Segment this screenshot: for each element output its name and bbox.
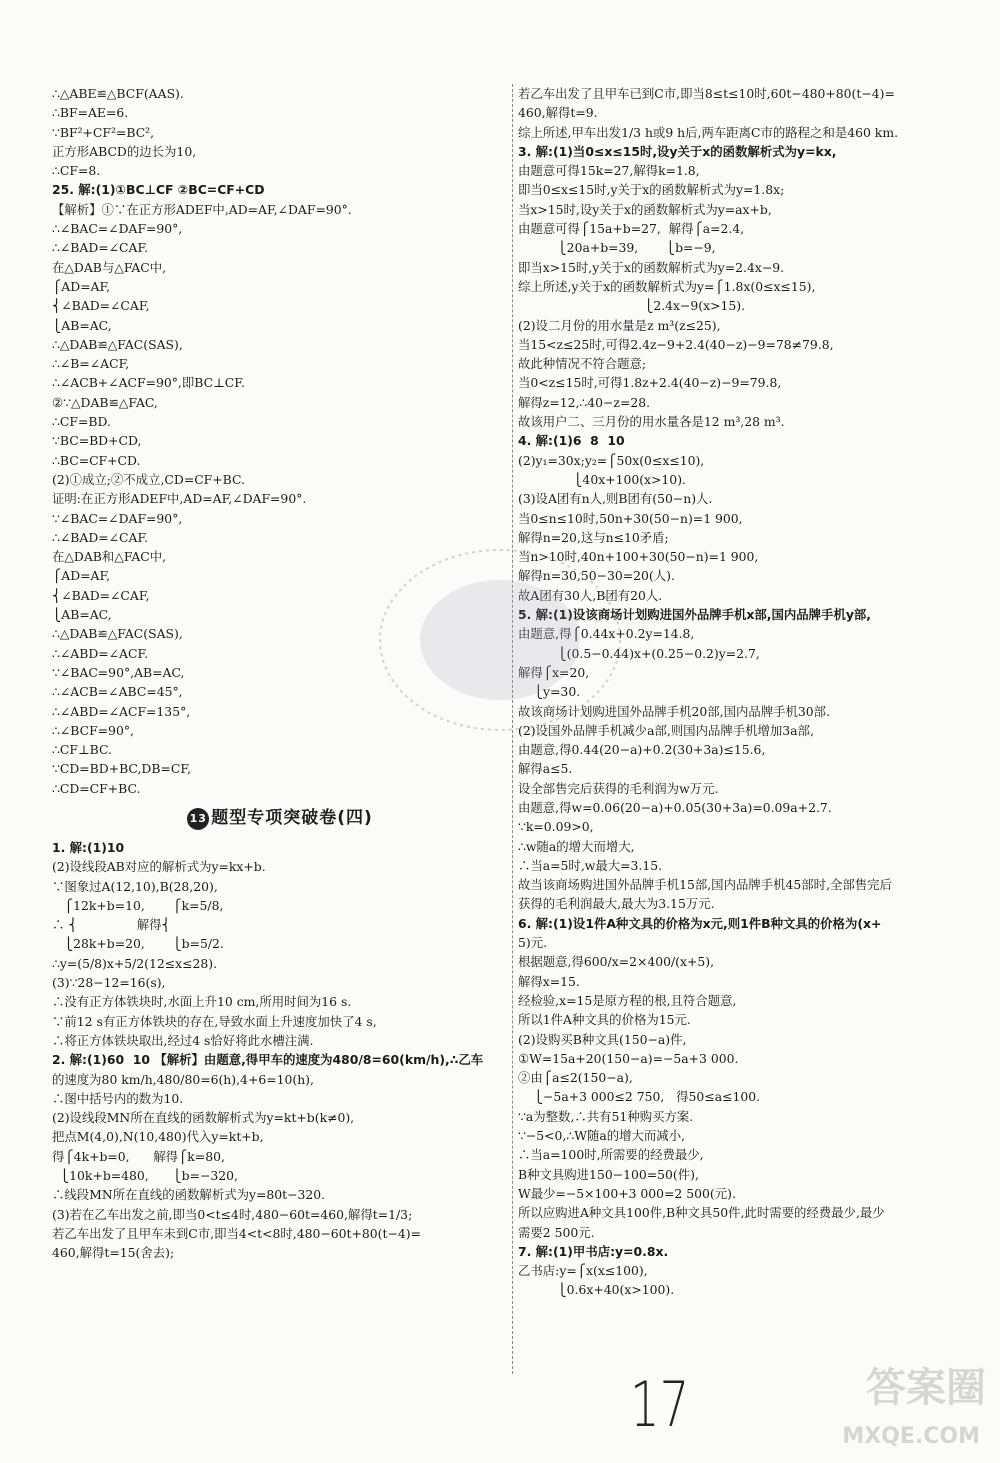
text-line: ∴∠BAD=∠CAF. bbox=[52, 240, 149, 256]
text-line: 【解析】①∵在正方形ADEF中,AD=AF,∠DAF=90°. bbox=[52, 201, 352, 217]
text-line: ∴CD=CF+BC. bbox=[52, 780, 141, 796]
text-line: ∴CF⊥BC. bbox=[52, 742, 112, 758]
text-line: ①W=15a+20(150−a)=−5a+3 000. bbox=[518, 1050, 739, 1066]
text-line: (2)设线段AB对应的解析式为y=kx+b. bbox=[52, 859, 266, 875]
text-line: 即当x>15时,y关于x的函数解析式为y=2.4x−9. bbox=[518, 259, 785, 275]
section-title bbox=[52, 808, 508, 830]
text-line: ⎩10k+b=480, ⎩b=−320, bbox=[52, 1168, 238, 1184]
right-column bbox=[518, 84, 988, 1300]
text-line: ∴线段MN所在直线的函数解析式为y=80t−320. bbox=[52, 1187, 326, 1203]
question-heading: 6. 解:(1)设1件A种文具的价格为x元,则1件B种文具的价格为(x+ bbox=[518, 915, 882, 931]
text-line: 当0≤n≤10时,50n+30(50−n)=1 900, bbox=[518, 510, 743, 526]
text-line: ∴y=(5/8)x+5/2(12≤x≤28). bbox=[52, 955, 218, 971]
text-line: 460,解得t=9. bbox=[518, 105, 598, 121]
text-line: ∴∠ACB=∠ABC=45°, bbox=[52, 684, 183, 700]
text-line: ∵a为整数,∴共有51种购买方案. bbox=[518, 1108, 694, 1124]
text-line: 正方形ABCD的边长为10, bbox=[52, 143, 197, 159]
text-line: ⎩20a+b=39, ⎩b=−9, bbox=[518, 240, 716, 256]
text-line: ⎩−5a+3 000≤2 750, 得50≤a≤100. bbox=[518, 1089, 761, 1105]
question-heading: 5. 解:(1)设该商场计划购进国外品牌手机x部,国内品牌手机y部, bbox=[518, 607, 872, 623]
question-heading: 3. 解:(1)当0≤x≤15时,设y关于x的函数解析式为y=kx, bbox=[518, 143, 837, 159]
question-heading: 7. 解:(1)甲书店:y=0.8x. bbox=[518, 1243, 669, 1259]
text-line: 由题意可得⎧15a+b=27, 解得⎧a=2.4, bbox=[518, 221, 745, 237]
text-line: ∴当a=5时,w最大=3.15. bbox=[518, 857, 663, 873]
text-line: ⎩0.6x+40(x>100). bbox=[518, 1282, 675, 1298]
text-line: 由题意,得w=0.06(20−a)+0.05(30+3a)=0.09a+2.7. bbox=[518, 799, 832, 815]
logo-url: MXQE.COM bbox=[842, 1424, 980, 1449]
text-line: (3)若在乙车出发之前,即当0<t≤4时,480−60t=460,解得t=1/3; bbox=[52, 1206, 413, 1222]
text-line: ⎩AB=AC, bbox=[52, 317, 112, 333]
text-line: (2)设二月份的用水量是z m³(z≤25), bbox=[518, 317, 721, 333]
text-line: 当n>10时,40n+100+30(50−n)=1 900, bbox=[518, 549, 759, 565]
text-line: 即当0≤x≤15时,y关于x的函数解析式为y=1.8x; bbox=[518, 182, 785, 198]
text-line: ∴△DAB≌△FAC(SAS), bbox=[52, 626, 183, 642]
text-line: W最少=−5×100+3 000=2 500(元). bbox=[518, 1185, 736, 1201]
text-line: 5)元. bbox=[518, 935, 548, 951]
text-line: ⎩28k+b=20, ⎩b=5/2. bbox=[52, 936, 224, 952]
text-line: 综上所述,甲车出发1/3 h或9 h后,两车距离C市的路程之和是460 km. bbox=[518, 124, 899, 140]
text-line: ∴∠ABD=∠ACF. bbox=[52, 645, 149, 661]
text-line: ∴将正方体铁块取出,经过4 s恰好将此水槽注满. bbox=[52, 1032, 314, 1048]
text-line: ∴△DAB≌△FAC(SAS), bbox=[52, 336, 183, 352]
question-heading: 2. 解:(1)60 10 【解析】由题意,得甲车的速度为480/8=60(km/h),∴乙车 bbox=[52, 1052, 484, 1068]
question-heading: 25. 解:(1)①BC⊥CF ②BC=CF+CD bbox=[52, 182, 265, 198]
text-line: 需要2 500元. bbox=[518, 1224, 595, 1240]
text-line: 在△DAB和△FAC中, bbox=[52, 549, 167, 565]
text-line: ∵BC=BD+CD, bbox=[52, 433, 142, 449]
text-line: 乙书店:y=⎧x(x≤100), bbox=[518, 1263, 648, 1279]
text-line: ⎨∠BAD=∠CAF, bbox=[52, 298, 150, 314]
text-line: 得⎧4k+b=0, 解得⎧k=80, bbox=[52, 1148, 225, 1164]
text-line: ∴CF=BD. bbox=[52, 414, 111, 430]
corner-watermark-logo bbox=[804, 1365, 994, 1455]
text-line: 的速度为80 km/h,480/80=6(h),4+6=10(h), bbox=[52, 1071, 314, 1087]
text-line: 460,解得t=15(舍去); bbox=[52, 1245, 175, 1261]
text-line: ∵CD=BD+BC,DB=CF, bbox=[52, 761, 191, 777]
text-line: 所以1件A种文具的价格为15元. bbox=[518, 1012, 691, 1028]
text-line: 获得的毛利润最大,最大为3.15万元. bbox=[518, 896, 715, 912]
text-line: 根据题意,得600/x=2×400/(x+5), bbox=[518, 954, 715, 970]
text-line: ∴BC=CF+CD. bbox=[52, 452, 141, 468]
column-divider bbox=[512, 84, 513, 1374]
text-line: 经检验,x=15是原方程的根,且符合题意, bbox=[518, 992, 737, 1008]
text-line: 故A团有30人,B团有20人. bbox=[518, 587, 663, 603]
text-line: ∴∠BAC=∠DAF=90°, bbox=[52, 221, 183, 237]
text-line: ⎩(0.5−0.44)x+(0.25−0.2)y=2.7, bbox=[518, 645, 760, 661]
text-line: ∴△ABE≌△BCF(AAS). bbox=[52, 86, 184, 101]
text-line: 解得⎧x=20, bbox=[518, 664, 590, 680]
text-line: 解得n=30,50−30=20(人). bbox=[518, 568, 675, 584]
text-line: (2)设购买B种文具(150−a)件, bbox=[518, 1031, 687, 1047]
text-line: (2)设线段MN所在直线的函数解析式为y=kt+b(k≠0), bbox=[52, 1110, 355, 1126]
text-line: B种文具购进150−100=50(件), bbox=[518, 1166, 699, 1182]
text-line: 由题意可得15k=27,解得k=1.8, bbox=[518, 163, 700, 179]
text-line: ⎩y=30. bbox=[518, 684, 581, 700]
text-line: ⎩AB=AC, bbox=[52, 607, 112, 623]
text-line: 故此种情况不符合题意; bbox=[518, 356, 647, 372]
text-line: ⎩40x+100(x>10). bbox=[518, 471, 686, 487]
text-line: ∵∠BAC=90°,AB=AC, bbox=[52, 664, 185, 680]
text-line: 解得z=12,∴40−z=28. bbox=[518, 394, 651, 410]
text-line: (2)设国外品牌手机减少a部,则国内品牌手机增加3a部, bbox=[518, 722, 814, 738]
text-line: ∵前12 s有正方体铁块的存在,导致水面上升速度加快了4 s, bbox=[52, 1013, 377, 1029]
text-line: ∴∠ACB+∠ACF=90°,即BC⊥CF. bbox=[52, 375, 245, 391]
text-line: 解得n=20,这与n≤10矛盾; bbox=[518, 529, 669, 545]
section-number-badge: 13 bbox=[187, 808, 209, 830]
text-line: ∴∠B=∠ACF, bbox=[52, 356, 130, 372]
text-line: ∴CF=8. bbox=[52, 163, 101, 179]
section-title-text: 题型专项突破卷(四) bbox=[211, 807, 373, 828]
text-line: 设全部售完后获得的毛利润为w万元. bbox=[518, 780, 719, 796]
text-line: ⎧AD=AF, bbox=[52, 278, 111, 294]
text-line: 当0<z≤15时,可得1.8z+2.4(40−z)−9=79.8, bbox=[518, 375, 782, 391]
text-line: (2)y₁=30x;y₂=⎧50x(0≤x≤10), bbox=[518, 452, 705, 468]
text-line: ∴当a=100时,所需要的经费最少, bbox=[518, 1147, 704, 1163]
text-line: (3)∵28−12=16(s), bbox=[52, 975, 166, 991]
text-line: ∴图中括号内的数为10. bbox=[52, 1090, 184, 1106]
text-line: ∴∠BCF=90°, bbox=[52, 722, 134, 738]
text-line: 把点M(4,0),N(10,480)代入y=kt+b, bbox=[52, 1129, 264, 1145]
text-line: 综上所述,y关于x的函数解析式为y=⎧1.8x(0≤x≤15), bbox=[518, 278, 816, 294]
text-line: 若乙车出发了且甲车未到C市,即当4<t<8时,480−60t+80(t−4)= bbox=[52, 1225, 421, 1241]
text-line: ⎩2.4x−9(x>15). bbox=[518, 298, 746, 314]
text-line: ②∵△DAB≌△FAC, bbox=[52, 394, 158, 410]
text-line: (3)设A团有n人,则B团有(50−n)人. bbox=[518, 491, 713, 507]
text-line: 当x>15时,设y关于x的函数解析式为y=ax+b, bbox=[518, 201, 772, 217]
text-line: ∴ ⎨ 解得⎨ bbox=[52, 917, 171, 933]
text-line: 故该商场计划购进国外品牌手机20部,国内品牌手机30部. bbox=[518, 703, 831, 719]
text-line: ∵∠BAC=∠DAF=90°, bbox=[52, 510, 183, 526]
left-column bbox=[52, 84, 508, 1263]
text-line: ∵BF²+CF²=BC², bbox=[52, 124, 155, 140]
text-line: ∵−5<0,∴W随a的增大而减小, bbox=[518, 1128, 686, 1144]
text-line: 所以应购进A种文具100件,B种文具50件,此时需要的经费最少,最少 bbox=[518, 1205, 885, 1221]
text-line: 在△DAB与△FAC中, bbox=[52, 259, 167, 275]
text-line: 当15<z≤25时,可得2.4z−9+2.4(40−z)−9=78≠79.8, bbox=[518, 336, 834, 352]
text-line: 证明:在正方形ADEF中,AD=AF,∠DAF=90°. bbox=[52, 491, 307, 507]
text-line: ∴w随a的增大而增大, bbox=[518, 838, 635, 854]
text-line: ∴没有正方体铁块时,水面上升10 cm,所用时间为16 s. bbox=[52, 994, 352, 1010]
question-heading: 4. 解:(1)6 8 10 bbox=[518, 433, 625, 449]
question-heading: 1. 解:(1)10 bbox=[52, 839, 125, 855]
logo-text: 答案圈 bbox=[866, 1365, 986, 1411]
text-line: 故该用户二、三月份的用水量各是12 m³,28 m³. bbox=[518, 414, 785, 430]
text-line: 由题意,得⎧0.44x+0.2y=14.8, bbox=[518, 626, 695, 642]
text-line: ∵k=0.09>0, bbox=[518, 819, 594, 835]
text-line: ②由⎧a≤2(150−a), bbox=[518, 1070, 633, 1086]
text-line: 由题意,得0.44(20−a)+0.2(30+3a)≤15.6, bbox=[518, 742, 766, 758]
text-line: (2)①成立;②不成立,CD=CF+BC. bbox=[52, 471, 245, 487]
text-line: 若乙车出发了且甲车已到C市,即当8≤t≤10时,60t−480+80(t−4)= bbox=[518, 86, 895, 101]
text-line: 解得x=15. bbox=[518, 973, 580, 989]
text-line: 解得a≤5. bbox=[518, 761, 573, 777]
page-number: 17 bbox=[630, 1368, 690, 1441]
text-line: ⎨∠BAD=∠CAF, bbox=[52, 587, 150, 603]
text-line: ∴∠ABD=∠ACF=135°, bbox=[52, 703, 191, 719]
text-line: 故当该商场购进国外品牌手机15部,国内品牌手机45部时,全部售完后 bbox=[518, 877, 892, 893]
text-line: ⎧AD=AF, bbox=[52, 568, 111, 584]
text-line: ∵图象过A(12,10),B(28,20), bbox=[52, 878, 218, 894]
text-line: ∴BF=AE=6. bbox=[52, 105, 129, 121]
text-line: ∴∠BAD=∠CAF. bbox=[52, 529, 149, 545]
text-line: ⎧12k+b=10, ⎧k=5/8, bbox=[52, 897, 224, 913]
